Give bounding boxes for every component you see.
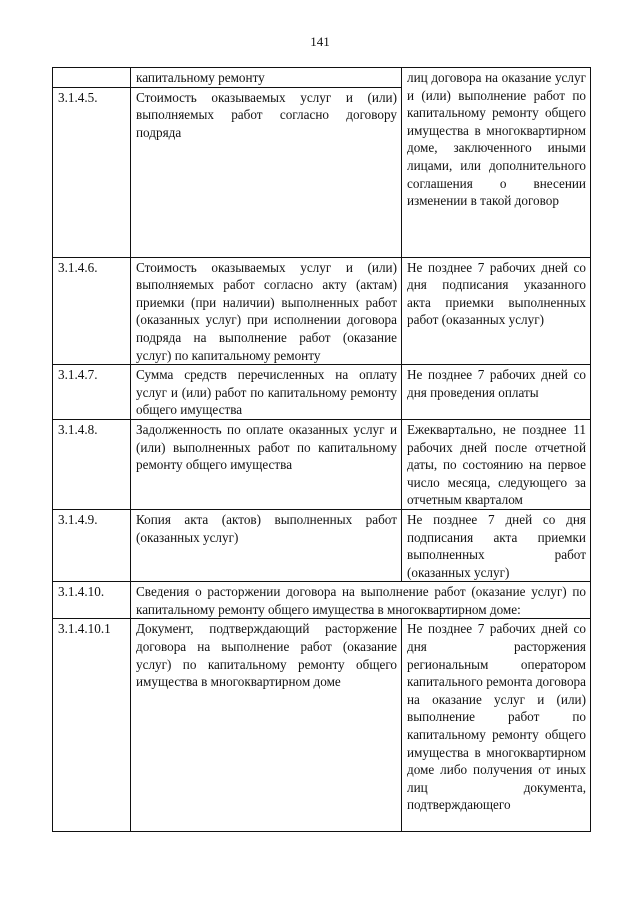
- row-number: 3.1.4.8.: [53, 419, 131, 509]
- row-description: Задолженность по оплате оказанных услуг и (или) выполненных работ по капитальному ремонту общего имущества: [131, 419, 402, 509]
- table-row: [53, 365, 591, 420]
- row-description: капитальному ремонту: [131, 68, 402, 88]
- row-number: 3.1.4.10.1: [53, 619, 131, 832]
- table-row: [53, 68, 591, 88]
- row-description: Сведения о расторжении договора на выполнение работ (оказание услуг) по капитальному ремонту общего имущества в многоквартирном доме:: [131, 582, 591, 619]
- row-deadline: Не позднее 7 дней со дня подписания акта приемки выполненных работ (оказанных услуг): [402, 509, 591, 581]
- table-row: [53, 582, 591, 619]
- row-number: [53, 68, 131, 88]
- row-description: Документ, подтверждающий расторжение договора на выполнение работ (оказание услуг) по капитальному ремонту общего имущества в многоквартирном доме: [131, 619, 402, 832]
- row-deadline: лиц договора на оказание услуг и (или) выполнение работ по капитальному ремонту общего имущества в многоквартирном доме, заключенного иными лицами, или дополнительного соглашения о внесении изменении в такой договор: [402, 68, 591, 258]
- table-row: [53, 419, 591, 509]
- row-number: 3.1.4.9.: [53, 509, 131, 581]
- table-row: [53, 257, 591, 365]
- row-number: 3.1.4.6.: [53, 257, 131, 365]
- row-deadline: Не позднее 7 рабочих дней со дня подписания указанного акта приемки выполненных работ (оказанных услуг): [402, 257, 591, 365]
- row-description: Сумма средств перечисленных на оплату услуг и (или) работ по капитальному ремонту общего имущества: [131, 365, 402, 420]
- row-deadline: Не позднее 7 рабочих дней со дня расторжения региональным оператором капитального ремонта договора на оказание услуг и (или) выполнение работ по капитальному ремонту общего имущества в многоквартирном доме либо получения от иных лиц документа, подтверждающего: [402, 619, 591, 832]
- row-description: Копия акта (актов) выполненных работ (оказанных услуг): [131, 509, 402, 581]
- requirements-table: [52, 67, 591, 832]
- row-deadline: Ежеквартально, не позднее 11 рабочих дней после отчетной даты, по состоянию на первое число месяца, следующего за отчетным кварталом: [402, 419, 591, 509]
- page-number: 141: [310, 34, 330, 49]
- table-row: [53, 509, 591, 581]
- row-description: Стоимость оказываемых услуг и (или) выполняемых работ согласно договору подряда: [131, 87, 402, 257]
- row-number: 3.1.4.10.: [53, 582, 131, 619]
- row-number: 3.1.4.5.: [53, 87, 131, 257]
- row-deadline: Не позднее 7 рабочих дней со дня проведения оплаты: [402, 365, 591, 420]
- row-description: Стоимость оказываемых услуг и (или) выполняемых работ согласно акту (актам) приемки (при наличии) выполненных работ (оказанных услуг) при исполнении договора подряда на выполнение работ (оказание услуг) по капитальному ремонту: [131, 257, 402, 365]
- table-row: [53, 619, 591, 832]
- row-number: 3.1.4.7.: [53, 365, 131, 420]
